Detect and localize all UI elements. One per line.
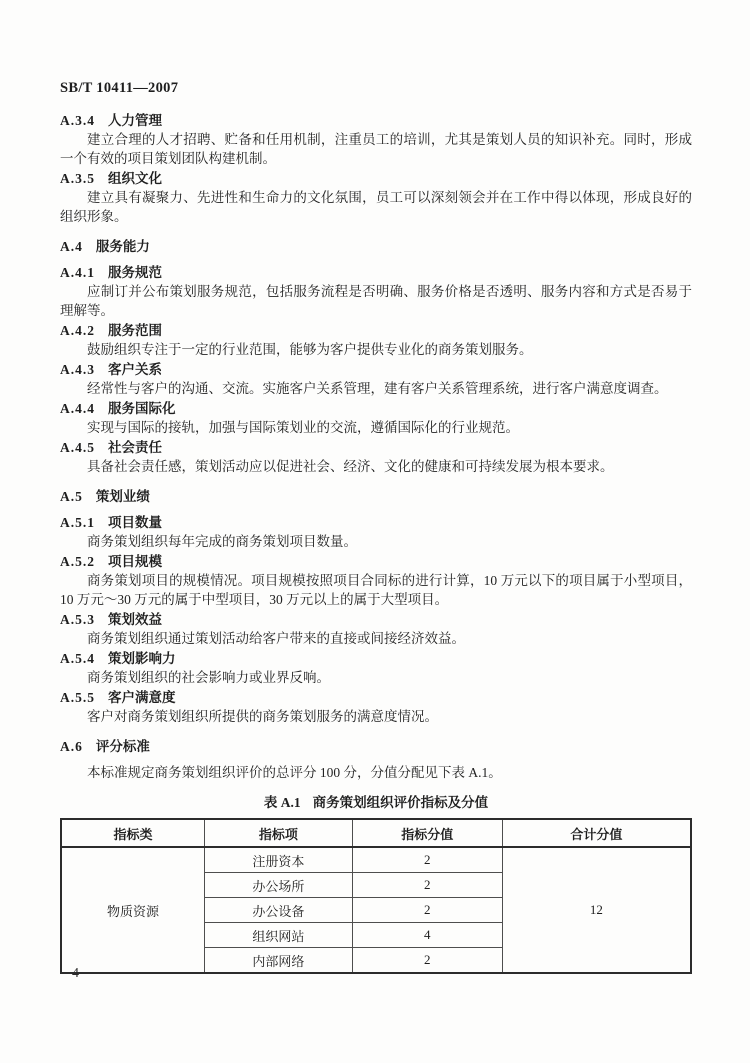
section-title: 服务规范 xyxy=(108,265,162,280)
document-body xyxy=(60,111,692,782)
section-heading-a-5-5 xyxy=(60,688,692,707)
paragraph: 鼓励组织专注于一定的行业范围，能够为客户提供专业化的商务策划服务。 xyxy=(87,342,533,357)
section-heading-a-4-4 xyxy=(60,399,692,418)
section-title: 评分标准 xyxy=(95,739,150,754)
section-heading-a-5-1 xyxy=(60,513,692,532)
page-number: 4 xyxy=(72,966,79,981)
section-number: A.5.1 xyxy=(60,515,95,530)
section-heading-a-4-3 xyxy=(60,360,692,379)
item-cell: 组织网站 xyxy=(204,923,352,948)
item-cell: 办公设备 xyxy=(204,898,352,923)
table-header-cell: 指标分值 xyxy=(352,819,502,847)
section-title: 人力管理 xyxy=(108,113,162,128)
section-number: A.4.2 xyxy=(60,323,95,338)
score-cell: 4 xyxy=(352,923,502,948)
total-cell: 12 xyxy=(502,847,691,973)
item-cell: 内部网络 xyxy=(204,948,352,974)
table-header-cell: 合计分值 xyxy=(502,819,691,847)
section-number: A.3.4 xyxy=(60,113,95,128)
section-heading-a-4-5 xyxy=(60,438,692,457)
section-number: A.5.4 xyxy=(60,651,95,666)
section-number: A.4.1 xyxy=(60,265,95,280)
section-title: 组织文化 xyxy=(108,171,162,186)
section-number: A.4.4 xyxy=(60,401,95,416)
table-row xyxy=(61,847,691,873)
category-cell: 物质资源 xyxy=(61,847,204,973)
section-number: A.5.5 xyxy=(60,690,95,705)
paragraph: 建立合理的人才招聘、贮备和任用机制，注重员工的培训，尤其是策划人员的知识补充。同时，形成一个有效的项目策划团队构建机制。 xyxy=(60,132,692,166)
table-caption-title: 商务策划组织评价指标及分值 xyxy=(312,795,489,810)
section-heading-a-4-2 xyxy=(60,321,692,340)
section-title: 策划业绩 xyxy=(95,489,150,504)
score-table-head xyxy=(61,819,691,847)
paragraph: 商务策划组织的社会影响力或业界反响。 xyxy=(87,670,330,685)
section-number: A.4 xyxy=(60,239,83,254)
section-heading-a-5-3 xyxy=(60,610,692,629)
section-title: 服务能力 xyxy=(95,239,150,254)
item-cell: 注册资本 xyxy=(204,847,352,873)
section-number: A.3.5 xyxy=(60,171,95,186)
section-number: A.5.3 xyxy=(60,612,95,627)
section-heading-a-5 xyxy=(60,487,692,506)
score-table xyxy=(60,818,692,974)
section-title: 服务国际化 xyxy=(108,401,176,416)
section-heading-a-4 xyxy=(60,237,692,256)
section-heading-a-6 xyxy=(60,737,692,756)
section-number: A.6 xyxy=(60,739,83,754)
score-cell: 2 xyxy=(352,948,502,974)
paragraph: 商务策划组织通过策划活动给客户带来的直接或间接经济效益。 xyxy=(87,631,465,646)
section-number: A.4.5 xyxy=(60,440,95,455)
paragraph: 商务策划项目的规模情况。项目规模按照项目合同标的进行计算，10 万元以下的项目属于小型项目，10 万元～30 万元的属于中型项目，30 万元以上的属于大型项目。 xyxy=(60,573,692,607)
paragraph: 具备社会责任感，策划活动应以促进社会、经济、文化的健康和可持续发展为根本要求。 xyxy=(87,459,614,474)
section-title: 项目数量 xyxy=(108,515,162,530)
paragraph: 应制订并公布策划服务规范，包括服务流程是否明确、服务价格是否透明、服务内容和方式是否易于理解等。 xyxy=(60,284,692,318)
section-number: A.5.2 xyxy=(60,554,95,569)
section-title: 社会责任 xyxy=(108,440,162,455)
table-caption xyxy=(60,791,692,811)
score-cell: 2 xyxy=(352,898,502,923)
section-number: A.5 xyxy=(60,489,83,504)
table-header-cell: 指标类 xyxy=(61,819,204,847)
standard-number: SB/T 10411—2007 xyxy=(60,80,179,96)
section-title: 策划效益 xyxy=(108,612,162,627)
section-heading-a-5-4 xyxy=(60,649,692,668)
item-cell: 办公场所 xyxy=(204,873,352,898)
section-heading-a-4-1 xyxy=(60,263,692,282)
section-heading-a-3-4 xyxy=(60,111,692,130)
table-header-row xyxy=(61,819,691,847)
section-title: 策划影响力 xyxy=(108,651,176,666)
section-title: 项目规模 xyxy=(108,554,162,569)
table-header-cell: 指标项 xyxy=(204,819,352,847)
table-caption-label: 表 A.1 xyxy=(263,795,301,810)
paragraph: 经常性与客户的沟通、交流。实施客户关系管理，建有客户关系管理系统，进行客户满意度调查。 xyxy=(87,381,668,396)
section-heading-a-5-2 xyxy=(60,552,692,571)
score-cell: 2 xyxy=(352,873,502,898)
section-number: A.4.3 xyxy=(60,362,95,377)
section-title: 客户关系 xyxy=(108,362,162,377)
paragraph: 客户对商务策划组织所提供的商务策划服务的满意度情况。 xyxy=(87,709,438,724)
score-table-body xyxy=(61,847,691,973)
section-title: 客户满意度 xyxy=(108,690,176,705)
paragraph: 本标准规定商务策划组织评价的总评分 100 分，分值分配见下表 A.1。 xyxy=(87,765,502,780)
paragraph: 建立具有凝聚力、先进性和生命力的文化氛围，员工可以深刻领会并在工作中得以体现，形成良好的组织形象。 xyxy=(60,190,692,224)
score-cell: 2 xyxy=(352,847,502,873)
paragraph: 商务策划组织每年完成的商务策划项目数量。 xyxy=(87,534,357,549)
section-heading-a-3-5 xyxy=(60,169,692,188)
section-title: 服务范围 xyxy=(108,323,162,338)
paragraph: 实现与国际的接轨，加强与国际策划业的交流，遵循国际化的行业规范。 xyxy=(87,420,519,435)
